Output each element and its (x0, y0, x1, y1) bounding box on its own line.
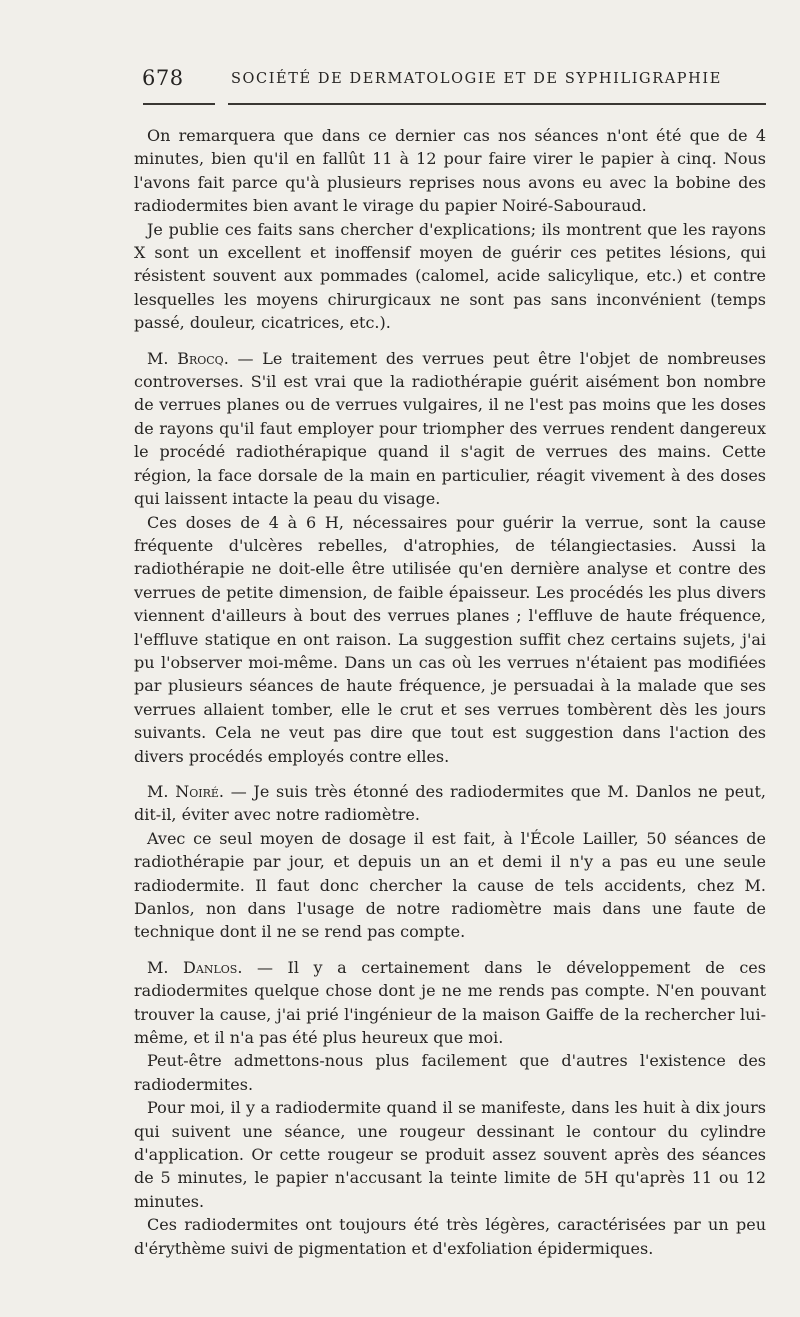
speaker-prefix: M. (147, 957, 169, 977)
paragraph-brocq: M. Brocq. — Le traitement des verrues peut être l'objet de nombreuses controverses. S'il est vrai que la radiothérapie guérit aisément bon nombre de verrues planes ou de verrues vulgaires, il ne l'est pas moins que les doses de rayons qu'il faut employer pour triompher des verrues rendent dangereux le procédé radiothérapique quand il s'agit de verrues des mains. Cette région, la face dorsale de la main en particulier, réagit vivement à des doses qui laissent intacte la peau du visage. (134, 348, 766, 509)
header-rule-left (143, 103, 215, 105)
paragraph: Je publie ces faits sans chercher d'explications; ils montrent que les rayons X sont un excellent et inoffensif moyen de guérir ces petites lésions, qui résistent souvent aux pommades (calomel, acide salicylique, etc.) et contre lesquelles les moyens chirurgicaux ne sont pas sans inconvénient (temps passé, douleur, cicatrices, etc.). (134, 219, 766, 333)
paragraph-noire: M. Noiré. — Je suis très étonné des radiodermites que M. Danlos ne peut, dit-il, éviter avec notre radiomètre. (134, 781, 766, 825)
speaker-prefix: M. (147, 781, 169, 801)
speaker-prefix: M. (147, 348, 169, 368)
paragraph: Pour moi, il y a radiodermite quand il se manifeste, dans les huit à dix jours qui suivent une séance, une rougeur dessinant le contour du cylindre d'application. Or cette rougeur se produit assez souvent après des séances de 5 minutes, le papier n'accusant la teinte limite de 5H qu'après 11 ou 12 minutes. (134, 1098, 766, 1211)
page-number: 678 (142, 66, 184, 90)
paragraph: On remarquera que dans ce dernier cas nos séances n'ont été que de 4 minutes, bien qu'il en fallût 11 à 12 pour faire virer le papier à cinq. Nous l'avons fait parce qu'à plusieurs reprises nous avons eu avec la bobine des radiodermites bien avant le virage du papier Noiré-Sabouraud. (134, 126, 766, 216)
running-title: SOCIÉTÉ DE DERMATOLOGIE ET DE SYPHILIGRAPHIE (231, 71, 722, 87)
paragraph: Ces doses de 4 à 6 H, nécessaires pour guérir la verrue, sont la cause fréquente d'ulcères rebelles, d'atrophies, de télangiectasies. Aussi la radiothérapie ne doit-elle être utilisée qu'en dernière analyse et contre des verrues de petite dimension, de faible épaisseur. Les procédés les plus divers viennent d'ailleurs à bout des verrues planes ; l'effluve de haute fréquence, l'effluve statique en ont raison. La suggestion suffit chez certains sujets, j'ai pu l'observer moi-même. Dans un cas où les verrues n'étaient pas modifiées par plusieurs séances de haute fréquence, je persuadai à la malade que ses verrues allaient tomber, elle le crut et ses verrues tombèrent dès les jours suivants. Cela ne veut pas dire que tout est suggestion dans l'action des divers procédés employés contre elles. (134, 512, 766, 766)
paragraph-danlos: M. Danlos. — Il y a certainement dans le développement de ces radiodermites quelque chose dont je ne me rends pas compte. N'en pouvant trouver la cause, j'ai prié l'ingénieur de la maison Gaiffe de la rechercher lui-même, et il n'a pas été plus heureux que moi. (134, 957, 766, 1048)
paragraph: Ces radiodermites ont toujours été très légères, caractérisées par un peu d'érythème suivi de pigmentation et d'exfoliation épidermiques. (134, 1215, 766, 1258)
page-header (142, 66, 767, 96)
speaker-name: Brocq (177, 348, 224, 368)
paragraph: Avec ce seul moyen de dosage il est fait, à l'École Lailler, 50 séances de radiothérapie par jour, et depuis un an et demi il n'y a pas eu une seule radiodermite. Il faut donc chercher la cause de tels accidents, chez M. Danlos, non dans l'usage de notre radiomètre mais dans une faute de technique dont il ne se rend pas compte. (134, 828, 766, 942)
header-rule-right (228, 103, 766, 105)
speaker-name: Noiré (175, 781, 219, 801)
body-text (134, 124, 766, 1260)
paragraph: Peut-être admettons-nous plus facilement que d'autres l'existence des radiodermites. (134, 1051, 766, 1094)
speaker-name: Danlos (183, 957, 238, 977)
